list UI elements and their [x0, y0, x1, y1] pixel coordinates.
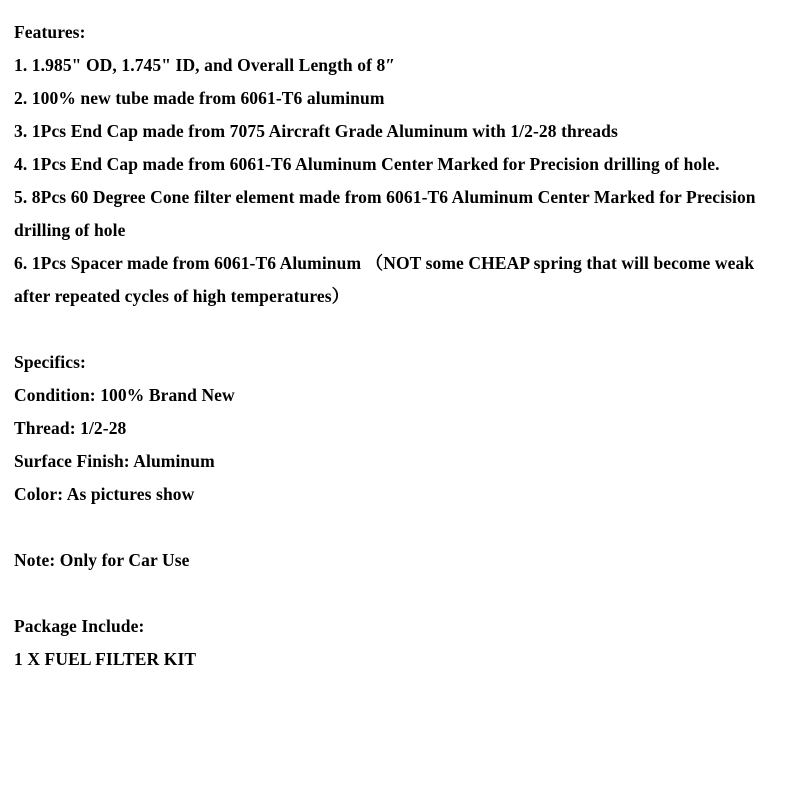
section-gap-2	[14, 511, 786, 544]
specifics-heading: Specifics:	[14, 352, 86, 372]
specifics-thread: Thread: 1/2-28	[14, 418, 127, 438]
specifics-color: Color: As pictures show	[14, 484, 195, 504]
specifics-section	[14, 346, 786, 511]
specifics-condition: Condition: 100% Brand New	[14, 385, 235, 405]
specifics-surface-finish: Surface Finish: Aluminum	[14, 451, 215, 471]
features-item-1: 1. 1.985" OD, 1.745" ID, and Overall Length of 8″	[14, 55, 396, 75]
features-item-3: 3. 1Pcs End Cap made from 7075 Aircraft Grade Aluminum with 1/2-28 threads	[14, 121, 618, 141]
note-section	[14, 544, 786, 577]
package-section	[14, 610, 786, 676]
package-item-1: 1 X FUEL FILTER KIT	[14, 649, 197, 669]
package-heading: Package Include:	[14, 616, 145, 636]
features-item-5: 5. 8Pcs 60 Degree Cone filter element made from 6061-T6 Aluminum Center Marked for Precision drilling of hole	[14, 187, 761, 240]
section-gap-3	[14, 577, 786, 610]
features-item-2: 2. 100% new tube made from 6061-T6 aluminum	[14, 88, 385, 108]
features-item-6: 6. 1Pcs Spacer made from 6061-T6 Aluminum （NOT some CHEAP spring that will become weak after repeated cycles of high temperatures）	[14, 253, 759, 306]
section-gap-1	[14, 313, 786, 346]
features-item-4: 4. 1Pcs End Cap made from 6061-T6 Aluminum Center Marked for Precision drilling of hole.	[14, 154, 720, 174]
note-text: Note: Only for Car Use	[14, 550, 190, 570]
features-section	[14, 16, 786, 313]
features-heading: Features:	[14, 22, 86, 42]
